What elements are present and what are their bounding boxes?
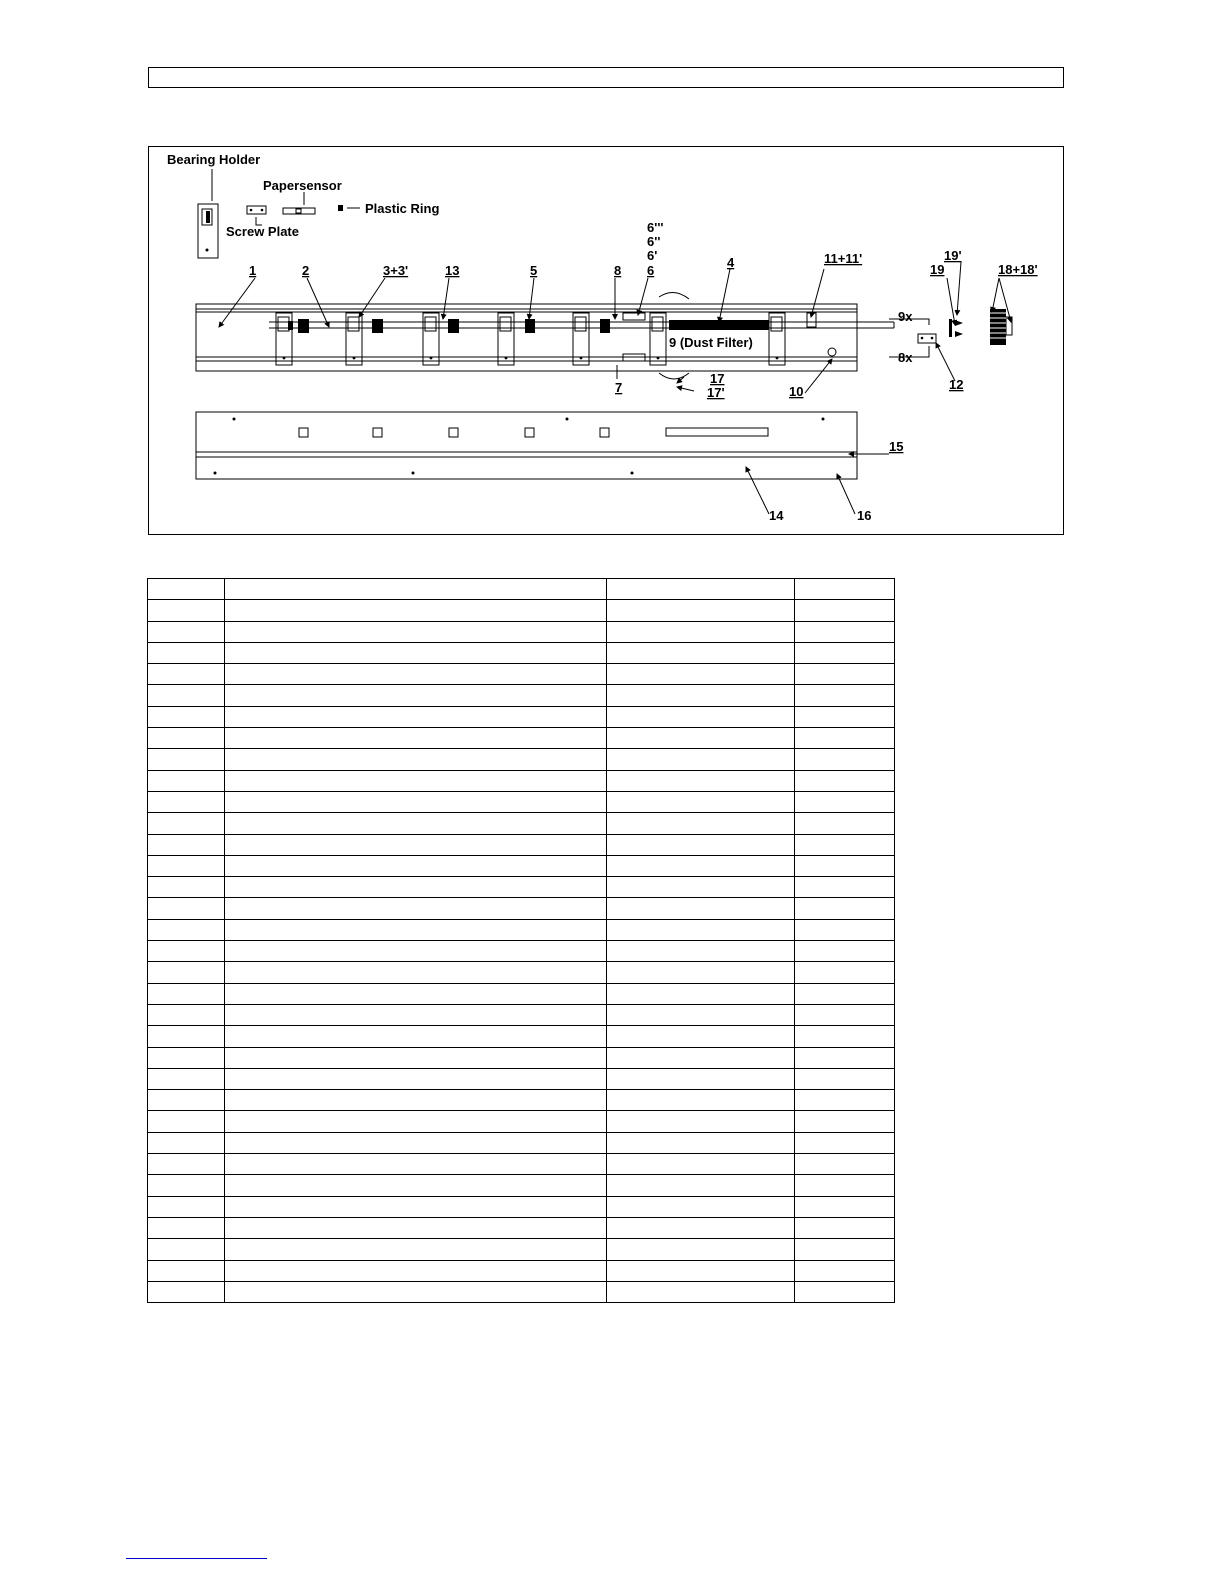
table-cell: [225, 941, 607, 962]
table-cell: [148, 685, 225, 706]
callout-6: 6: [647, 263, 655, 278]
table-cell: [148, 1196, 225, 1217]
table-cell: [795, 1111, 895, 1132]
table-cell: [607, 1026, 795, 1047]
table-cell: [607, 962, 795, 983]
callout-17: 17: [710, 371, 725, 386]
table-cell: [148, 791, 225, 812]
table-cell: [225, 770, 607, 791]
table-cell: [607, 749, 795, 770]
table-row: [148, 1068, 895, 1089]
table-row: [148, 962, 895, 983]
table-cell: [148, 1111, 225, 1132]
table-cell: [148, 941, 225, 962]
table-cell: [795, 728, 895, 749]
table-header-cell: [148, 579, 225, 600]
table-cell: [607, 1217, 795, 1238]
table-cell: [795, 1217, 895, 1238]
table-cell: [225, 919, 607, 940]
table-row: [148, 1004, 895, 1025]
callout-13: 13: [445, 263, 460, 278]
table-cell: [225, 1196, 607, 1217]
table-row: [148, 791, 895, 812]
table-cell: [795, 1175, 895, 1196]
table-row: [148, 877, 895, 898]
bearing-holder-label: Bearing Holder: [167, 152, 261, 167]
table-cell: [225, 877, 607, 898]
table-row: [148, 834, 895, 855]
table-cell: [795, 791, 895, 812]
bearing-holder-part: [198, 204, 218, 258]
table-cell: [225, 728, 607, 749]
table-row: [148, 1047, 895, 1068]
table-cell: [795, 1132, 895, 1153]
table-cell: [795, 919, 895, 940]
table-row: [148, 1196, 895, 1217]
callout-1: 1: [249, 263, 257, 278]
table-cell: [225, 983, 607, 1004]
table-cell: [795, 1154, 895, 1175]
table-cell: [148, 728, 225, 749]
table-cell: [607, 1260, 795, 1281]
papersensor-part: [283, 208, 315, 214]
plastic-ring-part: [338, 205, 343, 211]
table-cell: [148, 1132, 225, 1153]
table-cell: [225, 1260, 607, 1281]
table-cell: [607, 1090, 795, 1111]
callout-6-prime: 6': [647, 248, 658, 263]
table-cell: [795, 1068, 895, 1089]
table-row: [148, 1026, 895, 1047]
main-rail: [196, 304, 857, 371]
table-row: [148, 728, 895, 749]
table-cell: [795, 664, 895, 685]
callout-14: 14: [769, 508, 784, 523]
callout-8: 8: [614, 263, 622, 278]
table-cell: [795, 1239, 895, 1260]
table-cell: [148, 706, 225, 727]
table-cell: [225, 962, 607, 983]
table-cell: [148, 962, 225, 983]
table-cell: [148, 621, 225, 642]
table-cell: [148, 1004, 225, 1025]
table-cell: [607, 1196, 795, 1217]
table-row: [148, 1154, 895, 1175]
table-cell: [607, 898, 795, 919]
table-row: [148, 749, 895, 770]
table-cell: [148, 1068, 225, 1089]
table-cell: [225, 1090, 607, 1111]
table-cell: [607, 1004, 795, 1025]
table-cell: [148, 1239, 225, 1260]
table-cell: [795, 962, 895, 983]
screw-plate-label: Screw Plate: [226, 224, 299, 239]
table-cell: [225, 834, 607, 855]
table-cell: [795, 855, 895, 876]
screws-exploded: [949, 319, 963, 337]
callout-3: 3+3': [383, 263, 409, 278]
table-cell: [225, 685, 607, 706]
table-cell: [795, 642, 895, 663]
table-cell: [225, 749, 607, 770]
drive-shaft: [269, 322, 894, 328]
table-cell: [225, 600, 607, 621]
table-cell: [148, 1281, 225, 1302]
table-cell: [225, 1239, 607, 1260]
table-cell: [795, 898, 895, 919]
callout-9-dust-filter: 9 (Dust Filter): [669, 335, 753, 350]
table-cell: [795, 813, 895, 834]
table-cell: [607, 706, 795, 727]
cover-plate: [196, 412, 857, 479]
table-row: [148, 770, 895, 791]
table-cell: [148, 600, 225, 621]
table-cell: [607, 1154, 795, 1175]
table-row: [148, 600, 895, 621]
callout-15: 15: [889, 439, 904, 454]
table-cell: [148, 749, 225, 770]
table-cell: [148, 1175, 225, 1196]
table-cell: [607, 1047, 795, 1068]
table-row: [148, 983, 895, 1004]
table-cell: [607, 1281, 795, 1302]
table-cell: [607, 1068, 795, 1089]
table-header-cell: [795, 579, 895, 600]
table-cell: [795, 1090, 895, 1111]
callout-8x: 8x: [898, 350, 913, 365]
table-row: [148, 1090, 895, 1111]
diagram-drawing: [149, 147, 1065, 536]
callout-17-prime: 17': [707, 385, 725, 400]
table-cell: [148, 1154, 225, 1175]
callout-2: 2: [302, 263, 310, 278]
table-cell: [225, 1175, 607, 1196]
table-cell: [225, 1154, 607, 1175]
callout-12: 12: [949, 377, 964, 392]
table-cell: [607, 855, 795, 876]
table-row: [148, 813, 895, 834]
table-cell: [225, 855, 607, 876]
callout-19-prime: 19': [944, 248, 962, 263]
screw-plate-exploded: [918, 334, 936, 343]
table-cell: [148, 1260, 225, 1281]
table-cell: [148, 1090, 225, 1111]
table-cell: [607, 983, 795, 1004]
parts-table-body: [148, 579, 895, 1303]
table-cell: [607, 685, 795, 706]
footnote-rule: [126, 1558, 267, 1559]
table-row: [148, 685, 895, 706]
table-cell: [148, 855, 225, 876]
table-cell: [795, 1260, 895, 1281]
table-cell: [607, 728, 795, 749]
title-box: [148, 67, 1064, 88]
table-cell: [607, 791, 795, 812]
table-cell: [795, 983, 895, 1004]
table-header-cell: [607, 579, 795, 600]
table-cell: [225, 664, 607, 685]
table-row: [148, 1239, 895, 1260]
clip-part: [828, 348, 836, 356]
drive-rollers: [288, 319, 610, 333]
screw-plate-part: [247, 206, 266, 214]
table-row: [148, 1281, 895, 1302]
table-cell: [225, 1026, 607, 1047]
table-cell: [795, 877, 895, 898]
callout-7: 7: [615, 380, 623, 395]
table-cell: [795, 941, 895, 962]
table-cell: [148, 1047, 225, 1068]
table-cell: [225, 1217, 607, 1238]
table-header-cell: [225, 579, 607, 600]
table-cell: [225, 642, 607, 663]
dust-filter-loop-bottom: [659, 373, 689, 379]
table-row: [148, 898, 895, 919]
table-row: [148, 1217, 895, 1238]
table-cell: [795, 685, 895, 706]
table-cell: [148, 1217, 225, 1238]
table-cell: [607, 834, 795, 855]
table-cell: [607, 621, 795, 642]
parts-table: [147, 578, 895, 1303]
table-cell: [148, 919, 225, 940]
table-cell: [225, 898, 607, 919]
table-cell: [607, 1239, 795, 1260]
table-cell: [148, 813, 225, 834]
table-cell: [148, 834, 225, 855]
callout-10: 10: [789, 384, 804, 399]
table-cell: [607, 600, 795, 621]
callout-19: 19: [930, 262, 945, 277]
table-cell: [607, 1111, 795, 1132]
plastic-ring-label: Plastic Ring: [365, 201, 440, 216]
table-row: [148, 664, 895, 685]
table-cell: [607, 1132, 795, 1153]
callout-6-double-prime: 6'': [647, 234, 661, 249]
callout-11: 11+11': [824, 251, 863, 266]
table-cell: [607, 919, 795, 940]
table-row: [148, 1260, 895, 1281]
table-cell: [795, 1026, 895, 1047]
table-cell: [607, 813, 795, 834]
table-cell: [225, 621, 607, 642]
table-row: [148, 1111, 895, 1132]
table-cell: [795, 770, 895, 791]
callout-18: 18+18': [998, 262, 1038, 277]
table-cell: [225, 813, 607, 834]
table-cell: [607, 877, 795, 898]
table-cell: [795, 1196, 895, 1217]
callout-5: 5: [530, 263, 538, 278]
table-cell: [795, 600, 895, 621]
table-cell: [225, 791, 607, 812]
table-row: [148, 1175, 895, 1196]
table-row: [148, 941, 895, 962]
rail-papersensors: [623, 313, 645, 361]
table-cell: [148, 898, 225, 919]
table-row: [148, 621, 895, 642]
table-cell: [795, 706, 895, 727]
callout-9x: 9x: [898, 309, 913, 324]
table-row: [148, 706, 895, 727]
table-cell: [225, 1132, 607, 1153]
table-cell: [795, 621, 895, 642]
table-cell: [148, 664, 225, 685]
table-cell: [148, 877, 225, 898]
table-cell: [795, 1281, 895, 1302]
table-cell: [795, 1004, 895, 1025]
table-cell: [225, 1111, 607, 1132]
table-cell: [148, 642, 225, 663]
table-header-row: [148, 579, 895, 600]
table-cell: [607, 941, 795, 962]
table-cell: [795, 834, 895, 855]
dust-filter-loop-top: [659, 292, 689, 299]
exploded-parts-diagram: [148, 146, 1064, 535]
table-row: [148, 642, 895, 663]
table-cell: [148, 770, 225, 791]
table-cell: [225, 1281, 607, 1302]
table-cell: [607, 642, 795, 663]
table-cell: [795, 749, 895, 770]
table-cell: [795, 1047, 895, 1068]
callout-6-triple-prime: 6''': [647, 220, 664, 235]
table-cell: [148, 983, 225, 1004]
table-row: [148, 855, 895, 876]
table-cell: [607, 1175, 795, 1196]
table-cell: [225, 1068, 607, 1089]
table-cell: [225, 706, 607, 727]
table-cell: [148, 1026, 225, 1047]
papersensor-label: Papersensor: [263, 178, 342, 193]
table-cell: [607, 770, 795, 791]
callout-4: 4: [727, 255, 735, 270]
table-row: [148, 919, 895, 940]
table-cell: [225, 1047, 607, 1068]
callout-16: 16: [857, 508, 872, 523]
table-row: [148, 1132, 895, 1153]
table-cell: [607, 664, 795, 685]
table-cell: [225, 1004, 607, 1025]
